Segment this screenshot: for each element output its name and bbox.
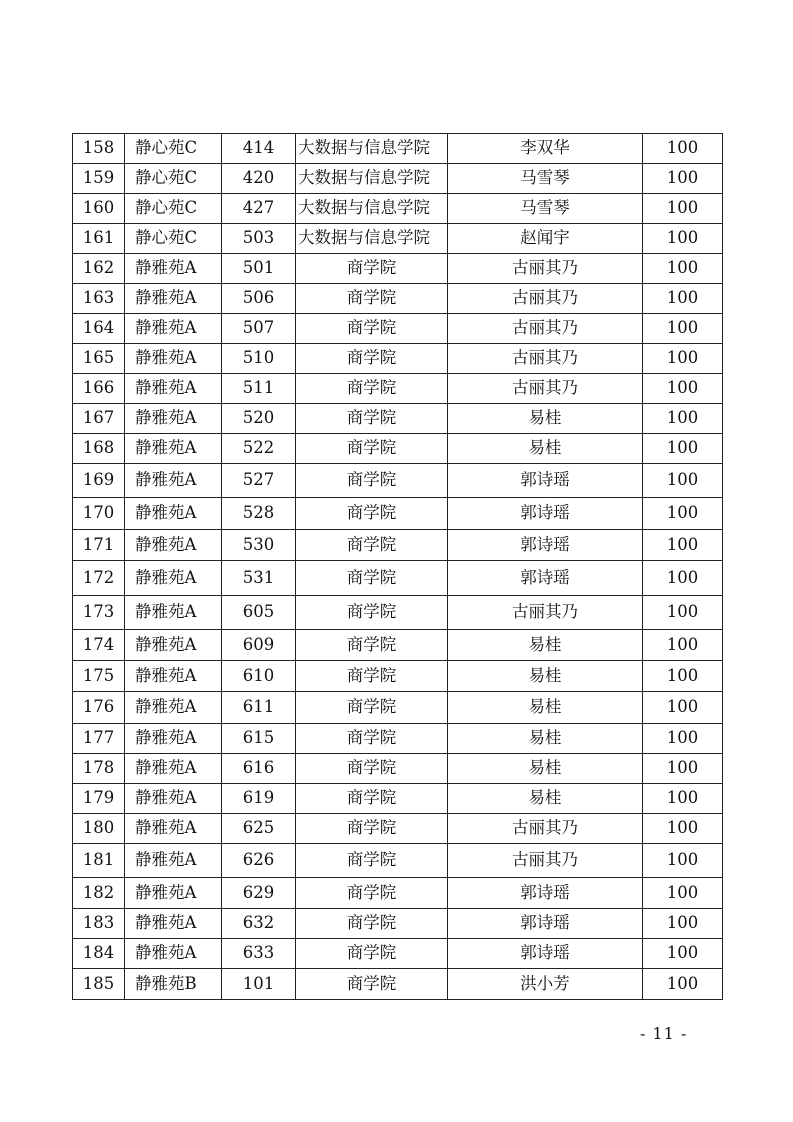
cell-room: 531 — [222, 561, 296, 596]
cell-room: 619 — [222, 784, 296, 814]
cell-index: 181 — [73, 844, 125, 878]
table-row — [73, 194, 723, 224]
table-row — [73, 464, 723, 498]
cell-person: 马雪琴 — [448, 194, 643, 224]
cell-score: 100 — [643, 314, 723, 344]
table-row — [73, 561, 723, 596]
table-row — [73, 784, 723, 814]
cell-building: 静雅苑A — [125, 844, 222, 878]
cell-index: 164 — [73, 314, 125, 344]
cell-building: 静雅苑A — [125, 314, 222, 344]
cell-room: 633 — [222, 939, 296, 969]
cell-college: 商学院 — [296, 596, 448, 630]
table-row — [73, 878, 723, 909]
cell-college: 商学院 — [296, 314, 448, 344]
cell-index: 173 — [73, 596, 125, 630]
table-row — [73, 374, 723, 404]
cell-score: 100 — [643, 224, 723, 254]
cell-building: 静雅苑A — [125, 661, 222, 692]
cell-college: 商学院 — [296, 434, 448, 464]
cell-room: 101 — [222, 969, 296, 1000]
cell-index: 159 — [73, 164, 125, 194]
cell-building: 静心苑C — [125, 194, 222, 224]
cell-score: 100 — [643, 909, 723, 939]
cell-index: 183 — [73, 909, 125, 939]
table-row — [73, 498, 723, 530]
cell-college: 大数据与信息学院 — [296, 134, 448, 164]
cell-room: 522 — [222, 434, 296, 464]
cell-building: 静雅苑A — [125, 374, 222, 404]
cell-person: 易桂 — [448, 404, 643, 434]
cell-college: 大数据与信息学院 — [296, 224, 448, 254]
cell-college: 商学院 — [296, 969, 448, 1000]
table-row — [73, 134, 723, 164]
table-row — [73, 754, 723, 784]
cell-score: 100 — [643, 630, 723, 661]
cell-index: 176 — [73, 692, 125, 724]
cell-room: 511 — [222, 374, 296, 404]
cell-score: 100 — [643, 434, 723, 464]
cell-college: 商学院 — [296, 630, 448, 661]
cell-college: 商学院 — [296, 814, 448, 844]
cell-building: 静雅苑A — [125, 754, 222, 784]
cell-person: 马雪琴 — [448, 164, 643, 194]
table-row — [73, 164, 723, 194]
table-row — [73, 596, 723, 630]
cell-person: 洪小芳 — [448, 969, 643, 1000]
cell-room: 528 — [222, 498, 296, 530]
cell-person: 古丽其乃 — [448, 844, 643, 878]
table-row — [73, 254, 723, 284]
cell-building: 静雅苑A — [125, 434, 222, 464]
cell-index: 184 — [73, 939, 125, 969]
cell-score: 100 — [643, 164, 723, 194]
table-row — [73, 969, 723, 1000]
cell-building: 静雅苑A — [125, 284, 222, 314]
table-row — [73, 844, 723, 878]
cell-person: 郭诗瑶 — [448, 464, 643, 498]
cell-index: 180 — [73, 814, 125, 844]
cell-person: 古丽其乃 — [448, 596, 643, 630]
cell-room: 527 — [222, 464, 296, 498]
cell-score: 100 — [643, 374, 723, 404]
cell-person: 古丽其乃 — [448, 314, 643, 344]
cell-college: 大数据与信息学院 — [296, 164, 448, 194]
cell-building: 静雅苑A — [125, 878, 222, 909]
cell-person: 易桂 — [448, 630, 643, 661]
cell-building: 静雅苑A — [125, 630, 222, 661]
cell-building: 静雅苑A — [125, 939, 222, 969]
cell-building: 静雅苑A — [125, 909, 222, 939]
cell-person: 易桂 — [448, 754, 643, 784]
cell-room: 616 — [222, 754, 296, 784]
cell-room: 510 — [222, 344, 296, 374]
cell-building: 静雅苑B — [125, 969, 222, 1000]
cell-room: 530 — [222, 530, 296, 561]
cell-index: 178 — [73, 754, 125, 784]
dormitory-score-table — [72, 133, 723, 1000]
cell-college: 商学院 — [296, 561, 448, 596]
cell-score: 100 — [643, 530, 723, 561]
cell-score: 100 — [643, 661, 723, 692]
cell-index: 175 — [73, 661, 125, 692]
cell-score: 100 — [643, 134, 723, 164]
table-row — [73, 434, 723, 464]
cell-room: 609 — [222, 630, 296, 661]
cell-index: 171 — [73, 530, 125, 561]
cell-room: 632 — [222, 909, 296, 939]
cell-college: 商学院 — [296, 844, 448, 878]
cell-building: 静心苑C — [125, 164, 222, 194]
cell-score: 100 — [643, 498, 723, 530]
cell-building: 静雅苑A — [125, 784, 222, 814]
cell-building: 静雅苑A — [125, 692, 222, 724]
cell-room: 611 — [222, 692, 296, 724]
page-number: - 11 - — [640, 1024, 688, 1043]
cell-college: 大数据与信息学院 — [296, 194, 448, 224]
cell-room: 506 — [222, 284, 296, 314]
cell-room: 427 — [222, 194, 296, 224]
cell-index: 182 — [73, 878, 125, 909]
cell-building: 静雅苑A — [125, 814, 222, 844]
cell-score: 100 — [643, 464, 723, 498]
cell-score: 100 — [643, 344, 723, 374]
cell-building: 静雅苑A — [125, 724, 222, 754]
cell-person: 赵闻宇 — [448, 224, 643, 254]
cell-building: 静雅苑A — [125, 404, 222, 434]
cell-person: 古丽其乃 — [448, 814, 643, 844]
cell-person: 易桂 — [448, 724, 643, 754]
cell-building: 静雅苑A — [125, 530, 222, 561]
table-row — [73, 939, 723, 969]
cell-person: 易桂 — [448, 692, 643, 724]
table-body — [73, 134, 723, 1000]
cell-building: 静雅苑A — [125, 254, 222, 284]
cell-score: 100 — [643, 784, 723, 814]
cell-building: 静雅苑A — [125, 344, 222, 374]
cell-room: 605 — [222, 596, 296, 630]
cell-score: 100 — [643, 194, 723, 224]
cell-room: 503 — [222, 224, 296, 254]
cell-index: 162 — [73, 254, 125, 284]
cell-college: 商学院 — [296, 498, 448, 530]
cell-room: 629 — [222, 878, 296, 909]
cell-score: 100 — [643, 939, 723, 969]
cell-person: 古丽其乃 — [448, 374, 643, 404]
cell-building: 静雅苑A — [125, 561, 222, 596]
cell-score: 100 — [643, 254, 723, 284]
cell-score: 100 — [643, 724, 723, 754]
cell-building: 静心苑C — [125, 134, 222, 164]
cell-index: 170 — [73, 498, 125, 530]
cell-score: 100 — [643, 561, 723, 596]
cell-score: 100 — [643, 844, 723, 878]
cell-score: 100 — [643, 596, 723, 630]
table-row — [73, 724, 723, 754]
table-row — [73, 630, 723, 661]
cell-person: 郭诗瑶 — [448, 530, 643, 561]
cell-college: 商学院 — [296, 784, 448, 814]
cell-index: 166 — [73, 374, 125, 404]
cell-score: 100 — [643, 284, 723, 314]
cell-room: 610 — [222, 661, 296, 692]
cell-score: 100 — [643, 878, 723, 909]
table-row — [73, 224, 723, 254]
cell-college: 商学院 — [296, 878, 448, 909]
table-row — [73, 661, 723, 692]
cell-index: 172 — [73, 561, 125, 596]
table-row — [73, 404, 723, 434]
cell-room: 520 — [222, 404, 296, 434]
cell-room: 414 — [222, 134, 296, 164]
cell-room: 626 — [222, 844, 296, 878]
cell-person: 古丽其乃 — [448, 254, 643, 284]
table-row — [73, 814, 723, 844]
cell-index: 158 — [73, 134, 125, 164]
cell-college: 商学院 — [296, 692, 448, 724]
cell-person: 易桂 — [448, 434, 643, 464]
table-row — [73, 314, 723, 344]
cell-person: 郭诗瑶 — [448, 498, 643, 530]
table-row — [73, 284, 723, 314]
cell-index: 185 — [73, 969, 125, 1000]
cell-index: 174 — [73, 630, 125, 661]
cell-college: 商学院 — [296, 530, 448, 561]
cell-score: 100 — [643, 692, 723, 724]
cell-score: 100 — [643, 969, 723, 1000]
cell-person: 易桂 — [448, 661, 643, 692]
table-row — [73, 692, 723, 724]
cell-college: 商学院 — [296, 254, 448, 284]
cell-person: 易桂 — [448, 784, 643, 814]
cell-person: 古丽其乃 — [448, 344, 643, 374]
cell-score: 100 — [643, 754, 723, 784]
cell-building: 静心苑C — [125, 224, 222, 254]
cell-index: 168 — [73, 434, 125, 464]
cell-college: 商学院 — [296, 661, 448, 692]
cell-person: 郭诗瑶 — [448, 909, 643, 939]
cell-college: 商学院 — [296, 754, 448, 784]
cell-college: 商学院 — [296, 374, 448, 404]
cell-index: 167 — [73, 404, 125, 434]
cell-college: 商学院 — [296, 284, 448, 314]
cell-college: 商学院 — [296, 404, 448, 434]
cell-person: 郭诗瑶 — [448, 561, 643, 596]
cell-room: 615 — [222, 724, 296, 754]
table-row — [73, 344, 723, 374]
cell-building: 静雅苑A — [125, 596, 222, 630]
cell-person: 郭诗瑶 — [448, 878, 643, 909]
cell-index: 161 — [73, 224, 125, 254]
cell-college: 商学院 — [296, 939, 448, 969]
cell-index: 177 — [73, 724, 125, 754]
table-row — [73, 909, 723, 939]
cell-person: 郭诗瑶 — [448, 939, 643, 969]
cell-room: 420 — [222, 164, 296, 194]
cell-index: 165 — [73, 344, 125, 374]
cell-room: 501 — [222, 254, 296, 284]
cell-person: 古丽其乃 — [448, 284, 643, 314]
cell-room: 625 — [222, 814, 296, 844]
cell-room: 507 — [222, 314, 296, 344]
cell-building: 静雅苑A — [125, 464, 222, 498]
cell-index: 160 — [73, 194, 125, 224]
cell-index: 163 — [73, 284, 125, 314]
cell-building: 静雅苑A — [125, 498, 222, 530]
cell-score: 100 — [643, 814, 723, 844]
cell-college: 商学院 — [296, 724, 448, 754]
cell-college: 商学院 — [296, 909, 448, 939]
cell-college: 商学院 — [296, 344, 448, 374]
cell-index: 169 — [73, 464, 125, 498]
cell-index: 179 — [73, 784, 125, 814]
table-row — [73, 530, 723, 561]
cell-person: 李双华 — [448, 134, 643, 164]
cell-score: 100 — [643, 404, 723, 434]
cell-college: 商学院 — [296, 464, 448, 498]
